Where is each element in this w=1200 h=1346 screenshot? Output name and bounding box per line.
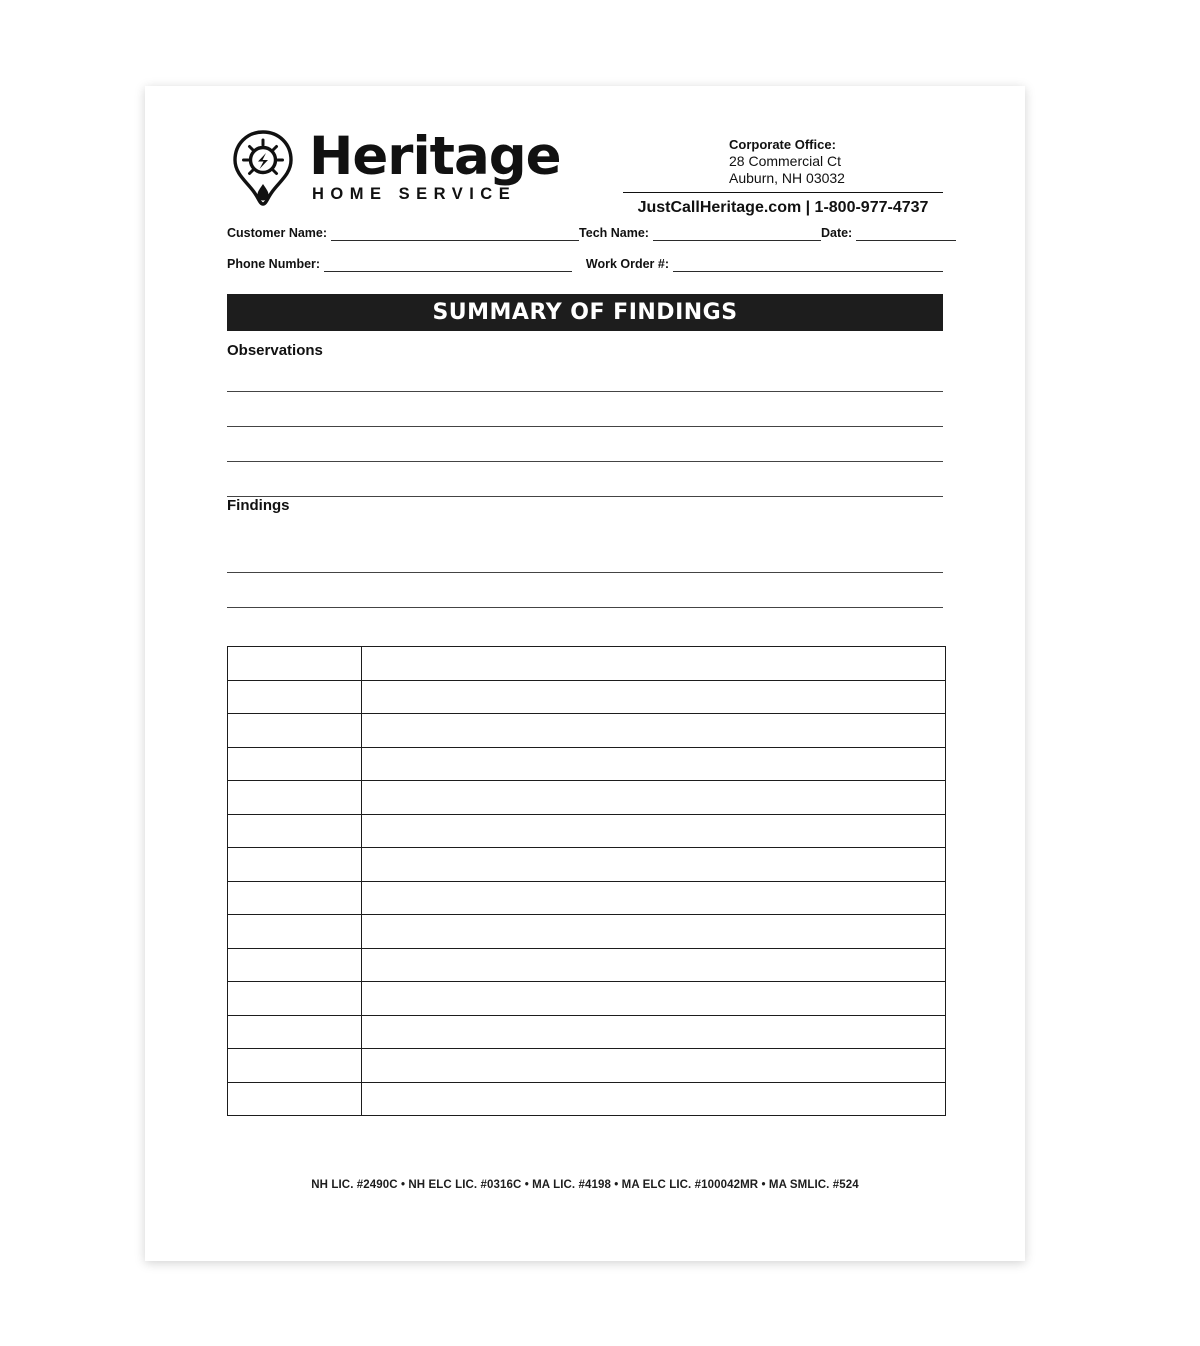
document-header xyxy=(145,86,1025,216)
brand-wordmark xyxy=(309,126,561,204)
table-cell-label[interactable] xyxy=(228,915,362,949)
findings-table xyxy=(227,646,946,1116)
findings-table-body xyxy=(228,647,946,1116)
table-cell-value[interactable] xyxy=(362,1015,946,1049)
table-row xyxy=(228,814,946,848)
table-cell-label[interactable] xyxy=(228,848,362,882)
date-input[interactable] xyxy=(856,226,956,241)
corporate-contact: JustCallHeritage.com | 1-800-977-4737 xyxy=(637,199,929,216)
table-cell-label[interactable] xyxy=(228,647,362,681)
date-field[interactable] xyxy=(821,226,956,241)
customer-info-fields xyxy=(227,226,943,288)
table-cell-value[interactable] xyxy=(362,680,946,714)
table-cell-value[interactable] xyxy=(362,881,946,915)
table-cell-label[interactable] xyxy=(228,948,362,982)
observations-heading: Observations xyxy=(227,342,323,359)
table-row xyxy=(228,747,946,781)
field-row-1 xyxy=(227,226,943,241)
table-cell-label[interactable] xyxy=(228,714,362,748)
findings-line-1[interactable] xyxy=(227,572,943,573)
table-row xyxy=(228,714,946,748)
table-cell-value[interactable] xyxy=(362,714,946,748)
field-row-2 xyxy=(227,257,943,272)
table-cell-value[interactable] xyxy=(362,814,946,848)
table-cell-value[interactable] xyxy=(362,747,946,781)
table-row xyxy=(228,1082,946,1116)
form-sheet xyxy=(145,86,1025,1261)
customer-name-field[interactable] xyxy=(227,226,579,241)
table-row xyxy=(228,982,946,1016)
table-cell-value[interactable] xyxy=(362,915,946,949)
corporate-office-heading: Corporate Office: xyxy=(729,137,836,152)
table-row xyxy=(228,1049,946,1083)
table-cell-value[interactable] xyxy=(362,1082,946,1116)
findings-heading: Findings xyxy=(227,497,290,514)
banner-title: SUMMARY OF FINDINGS xyxy=(432,300,738,325)
header-divider xyxy=(623,192,943,193)
table-cell-value[interactable] xyxy=(362,982,946,1016)
observations-line-1[interactable] xyxy=(227,391,943,392)
findings-line-2[interactable] xyxy=(227,607,943,608)
tech-name-label: Tech Name: xyxy=(579,226,649,240)
table-row xyxy=(228,915,946,949)
sun-water-drop-icon xyxy=(227,126,299,210)
date-label: Date: xyxy=(820,226,853,240)
observations-line-2[interactable] xyxy=(227,426,943,427)
table-cell-value[interactable] xyxy=(362,948,946,982)
table-cell-label[interactable] xyxy=(228,680,362,714)
brand-tagline: HOME SERVICE xyxy=(312,185,517,203)
phone-number-input[interactable] xyxy=(324,257,572,272)
license-footer: NH LIC. #2490C • NH ELC LIC. #0316C • MA LIC. #4198 • MA ELC LIC. #100042MR • MA SMLIC. #524 xyxy=(311,1179,859,1191)
table-cell-value[interactable] xyxy=(362,1049,946,1083)
corporate-address-line-2: Auburn, NH 03032 xyxy=(729,170,845,186)
brand-name: Heritage xyxy=(309,126,561,187)
table-cell-label[interactable] xyxy=(228,781,362,815)
table-cell-label[interactable] xyxy=(228,1082,362,1116)
observations-line-4[interactable] xyxy=(227,496,943,497)
tech-name-field[interactable] xyxy=(579,226,821,241)
observations-line-3[interactable] xyxy=(227,461,943,462)
table-row xyxy=(228,848,946,882)
corporate-address-line-1: 28 Commercial Ct xyxy=(729,153,842,169)
work-order-label: Work Order #: xyxy=(585,257,669,271)
table-cell-value[interactable] xyxy=(362,781,946,815)
tech-name-input[interactable] xyxy=(653,226,821,241)
work-order-input[interactable] xyxy=(673,257,943,272)
table-cell-label[interactable] xyxy=(228,1049,362,1083)
table-cell-label[interactable] xyxy=(228,1015,362,1049)
table-row xyxy=(228,881,946,915)
phone-number-label: Phone Number: xyxy=(227,257,321,271)
customer-name-label: Customer Name: xyxy=(227,226,328,240)
table-row xyxy=(228,948,946,982)
document-page xyxy=(145,86,1025,1261)
table-row xyxy=(228,781,946,815)
table-cell-label[interactable] xyxy=(228,814,362,848)
work-order-field[interactable] xyxy=(586,257,943,272)
corporate-office-block xyxy=(623,136,943,217)
table-row xyxy=(228,647,946,681)
brand-logo xyxy=(227,126,561,210)
table-row xyxy=(228,1015,946,1049)
table-cell-label[interactable] xyxy=(228,747,362,781)
table-cell-value[interactable] xyxy=(362,647,946,681)
summary-of-findings-banner xyxy=(227,294,943,331)
table-cell-label[interactable] xyxy=(228,982,362,1016)
table-cell-value[interactable] xyxy=(362,848,946,882)
customer-name-input[interactable] xyxy=(331,226,579,241)
table-cell-label[interactable] xyxy=(228,881,362,915)
phone-number-field[interactable] xyxy=(227,257,572,272)
table-row xyxy=(228,680,946,714)
